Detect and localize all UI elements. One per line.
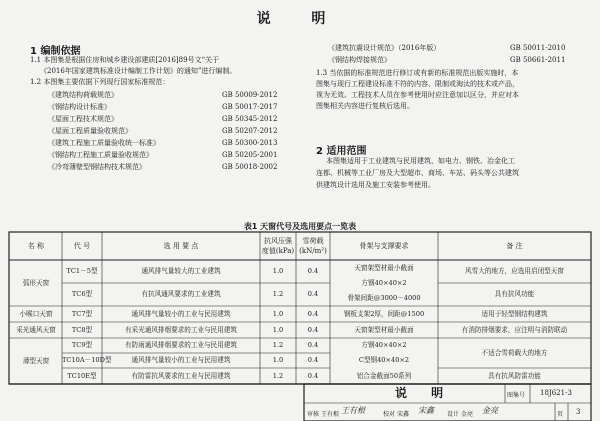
header-snow-line-1: 雪荷载 [302, 237, 324, 245]
standard-code: GB 50207-2012 [222, 127, 278, 135]
table-cell-frame-spacing: 骨架间距@3000－4000 [347, 294, 421, 302]
paragraph-2-line: 连都、机械等工业厂房及大型超市、商场、车站、码头等公共建筑 [316, 169, 519, 177]
titleblock-design-label: 设计 [447, 411, 460, 418]
table-cell-code: TC10E型 [67, 372, 97, 380]
titleblock-page-label: 页 [557, 411, 564, 418]
standard-code: GB 50011-2010 [510, 44, 566, 52]
header-wind-line-2: 度值(kPa) [261, 247, 295, 255]
table-cell-frame: C型钢40×40×2 [358, 356, 410, 364]
table-cell-note: 有消防排烟要求，应注明与消防联动 [461, 326, 568, 334]
standard-name: 《屋面工程质量验收规范》 [48, 127, 132, 135]
table-cell-code: TC9型 [71, 341, 93, 349]
table-cell-snow: 0.4 [307, 372, 319, 380]
titleblock-review-label: 审核 [307, 411, 320, 418]
table-cell-snow: 0.4 [307, 341, 319, 349]
table-cell-note: 不适合雪荷载大的地方 [481, 349, 548, 357]
paragraph-1-1-line-2: 《2016年国家建筑标准设计编制工作计划》的通知”进行编制。 [40, 67, 237, 75]
name-thin-skylight: 薄型天窗 [22, 357, 50, 365]
table-cell-note: 具有抗风防雷功能 [488, 372, 541, 380]
titleblock-checker: 宋鑫 [397, 411, 410, 418]
table-cell-snow: 0.4 [307, 267, 319, 275]
table-cell-wind: 1.0 [272, 310, 284, 318]
paragraph-1-1-line-1: 1.1 本图集是根据住房和城乡建设部建质[2016]89号文“关于 [30, 56, 220, 64]
name-small-throat-skylight: 小喉口天窗 [19, 310, 53, 318]
paragraph-2-line: 本图集适用于工业建筑与民用建筑，如电力、钢铁、冶金化工 [326, 157, 515, 165]
table-cell-point: 通风排气量较大的工业建筑 [141, 267, 221, 275]
paragraph-1-3-line: 图集与现行工程建设标准不符的内容、限制或淘汰的技术或产品， [316, 80, 519, 88]
header-snow-line-2: (kN/m²) [299, 247, 327, 255]
table-cell-frame: 方钢40×40×2 [361, 341, 407, 349]
standard-code: GB 50661-2011 [510, 56, 566, 64]
standard-name: 《钢结构焊接规范》 [328, 56, 391, 64]
standard-code: GB 50009-2012 [222, 91, 278, 99]
table-cell-frame: 方钢40×40×2 [361, 279, 407, 287]
standard-code: GB 50205-2001 [222, 151, 278, 159]
titleblock-page-number: 3 [576, 408, 581, 416]
titleblock-atlas-number: 18J621-3 [540, 389, 572, 397]
table-cell-point: 通风排气量较小的工业与民用建筑 [131, 310, 231, 318]
section-1-heading: 1 编制依据 [30, 46, 81, 57]
table-cell-snow: 0.4 [307, 356, 319, 364]
standard-code: GB 50300-2013 [222, 139, 278, 147]
table-caption: 表1 天窗代号及选用要点一览表 [243, 222, 357, 231]
standard-code: GB 50017-2017 [222, 103, 278, 111]
table-cell-note: 具有抗风功能 [494, 290, 535, 298]
standard-name: 《屋面工程技术规范》 [48, 115, 118, 123]
paragraph-1-3-line: 1.3 当依据的标准规范进行修订或有新的标准规范出版实施时，本 [316, 69, 519, 77]
table-cell-code: TC10A－10D型 [62, 356, 112, 364]
table-cell-point: 通风排气量较小的工业与民用建筑 [131, 356, 231, 364]
table-cell-code: TC8型 [71, 326, 93, 334]
paragraph-1-3-line: 图集相关内容进行复核后选用。 [316, 102, 414, 110]
table-cell-point: 有抗风通风要求的工业建筑 [141, 290, 221, 298]
name-arc-skylight: 弧形天窗 [22, 279, 50, 287]
paragraph-1-2: 1.2 本图集主要依据下列现行国家标准规范： [30, 78, 170, 86]
table-cell-frame: 天窗架型材最小截面 [354, 264, 414, 272]
table-cell-code: TC1－5型 [66, 267, 98, 275]
table-cell-frame: 钢板支架2厚，间距@1500 [343, 310, 425, 318]
titleblock-title: 说 明 [395, 386, 454, 400]
name-lighting-vent-skylight: 采光通风天窗 [16, 326, 56, 334]
page-title: 说 明 [256, 11, 344, 27]
table-cell-frame: 铝合金截面50系列 [356, 372, 412, 380]
header-wind-line-1: 抗风压强 [264, 237, 292, 245]
paragraph-1-3-line: 视为无效。工程技术人员在参考使用时应注意加以区分，并应对本 [316, 91, 519, 99]
standard-name: 《建筑结构荷载规范》 [48, 91, 118, 99]
header-name: 名 称 [27, 242, 45, 250]
table-cell-note: 适用于轻型钢结构建筑 [481, 310, 548, 318]
titleblock-designer-signature: 金亮 [482, 406, 498, 415]
table-cell-snow: 0.4 [307, 326, 319, 334]
standard-code: GB 50345-2012 [222, 115, 278, 123]
table-cell-frame: 天窗架型材最小截面 [354, 326, 414, 334]
table-cell-wind: 1.2 [272, 341, 284, 349]
titleblock-reviewer: 王有根 [321, 411, 340, 418]
table-cell-wind: 1.0 [272, 326, 284, 334]
table-cell-note: 风雪大的地方，应选用启闭型天窗 [465, 267, 564, 275]
section-2-heading: 2 适用范围 [316, 146, 367, 157]
paragraph-2-line: 供建筑设计选用及施工安装参考使用。 [316, 181, 435, 189]
titleblock-designer: 金亮 [461, 411, 474, 418]
table-cell-wind: 1.2 [272, 372, 284, 380]
table-cell-snow: 0.4 [307, 290, 319, 298]
header-note: 备 注 [506, 242, 523, 250]
table-cell-code: TC7型 [71, 310, 93, 318]
header-code: 代 号 [73, 242, 91, 250]
titleblock-check-label: 校对 [383, 411, 396, 418]
table-cell-point: 有采光通风排烟要求的工业与民用建筑 [124, 326, 238, 334]
standard-code: GB 50018-2002 [222, 163, 278, 171]
titleblock-atlas-label: 图集号 [507, 392, 526, 399]
standard-name: 《钢结构工程施工质量验收规范》 [48, 151, 153, 159]
titleblock-checker-signature: 宋鑫 [418, 406, 434, 415]
standard-name: 《建筑工程施工质量验收统一标准》 [48, 139, 160, 147]
table-cell-wind: 1.0 [272, 267, 284, 275]
table-cell-point: 有防雷抗风要求的工业与民用建筑 [131, 372, 231, 380]
table-cell-code: TC6型 [71, 290, 93, 298]
table-cell-wind: 1.0 [272, 356, 284, 364]
standard-name: 《建筑抗震设计规范》（2016年版） [328, 44, 441, 52]
table-cell-wind: 1.2 [272, 290, 284, 298]
standard-name: 《冷弯薄壁型钢结构技术规范》 [48, 163, 146, 171]
table-cell-snow: 0.4 [307, 310, 319, 318]
table-cell-point: 有防雨通风排烟要求的工业与民用建筑 [124, 341, 238, 349]
standard-name: 《钢结构设计标准》 [48, 103, 111, 111]
titleblock-reviewer-signature: 王有根 [341, 406, 365, 415]
header-point: 选 用 要 点 [163, 242, 199, 250]
header-frame: 骨架与支撑要求 [359, 242, 409, 250]
